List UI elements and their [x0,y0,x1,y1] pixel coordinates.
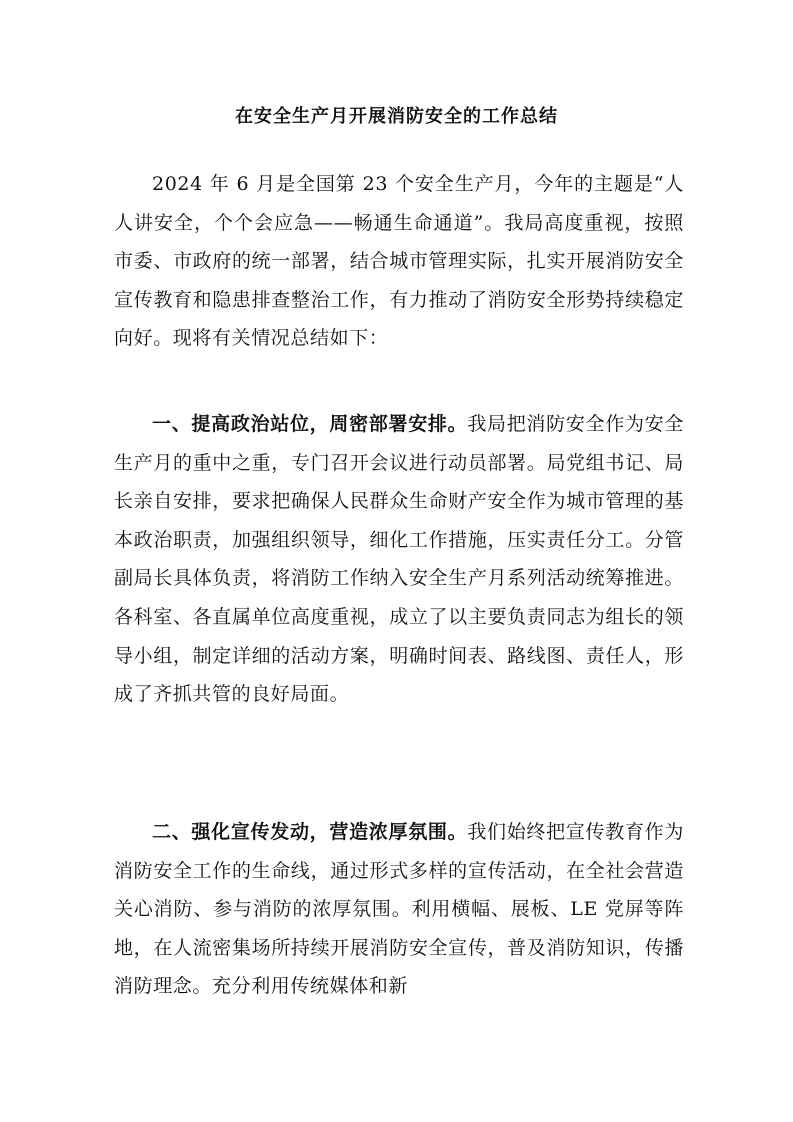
intro-paragraph-text: 2024 年 6 月是全国第 23 个安全生产月，今年的主题是“人人讲安全，个个会应急——畅通生命通道”。我局高度重视，按照市委、市政府的统一部署，结合城市管理实际，扎实开展消防安全宣传教育和隐患排查整治工作，有力推动了消防安全形势持续稳定向好。现将有关情况总结如下： [114,173,684,350]
section-two-heading: 二、强化宣传发动，营造浓厚氛围。 [152,821,468,843]
section-two-text: 我们始终把宣传教育作为消防安全工作的生命线，通过形式多样的宣传活动，在全社会营造关心消防、参与消防的浓厚氛围。利用横幅、展板、LE 党屏等阵地，在人流密集场所持续开展消防安全宣传，普及消防知识，传播消防理念。充分利用传统媒体和新 [114,821,684,998]
intro-paragraph [114,165,684,358]
section-one-text: 我局把消防安全作为安全生产月的重中之重，专门召开会议进行动员部署。局党组书记、局长亲自安排，要求把确保人民群众生命财产安全作为城市管理的基本政治职责，加强组织领导，细化工作措施，压实责任分工。分管副局长具体负责，将消防工作纳入安全生产月系列活动统筹推进。各科室、各直属单位高度重视，成立了以主要负责同志为组长的领导小组，制定详细的活动方案，明确时间表、路线图、责任人，形成了齐抓共管的良好局面。 [114,413,684,706]
section-two-paragraph [114,813,684,1006]
section-one-paragraph [114,405,684,714]
section-one-heading: 一、提高政治站位，周密部署安排。 [152,413,468,435]
document-title: 在安全生产月开展消防安全的工作总结 [235,106,558,127]
